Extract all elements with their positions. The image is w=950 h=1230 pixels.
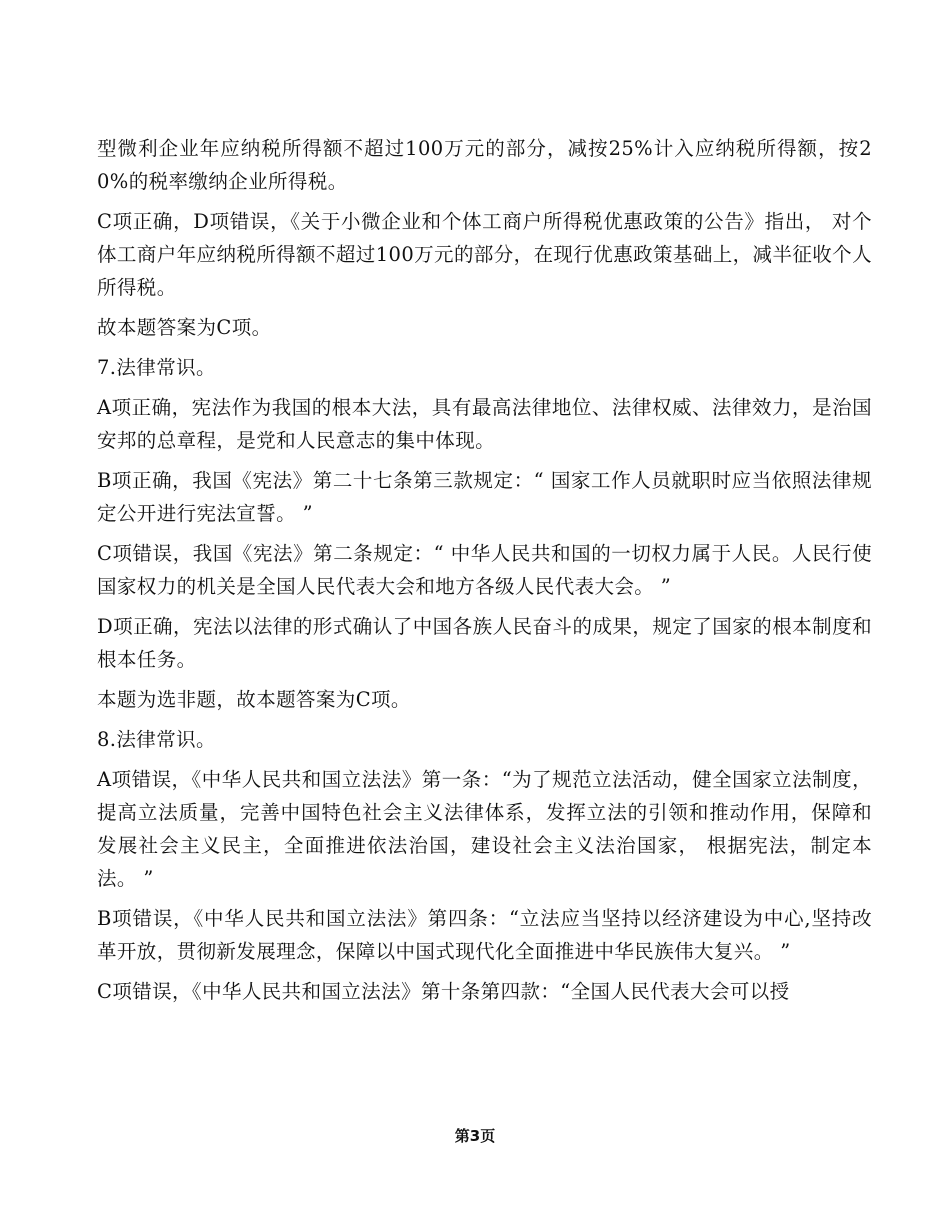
- paragraph-q7-option-d: D项正确，宪法以法律的形式确认了中国各族人民奋斗的成果，规定了国家的根本制度和根本任务。: [97, 615, 872, 671]
- paragraph-q7-option-c: C项错误，我国《宪法》第二条规定：“ 中华人民共和国的一切权力属于人民。人民行使国家权力的机关是全国人民代表大会和地方各级人民代表大会。 ”: [97, 542, 872, 598]
- question-7-heading: 7.法律常识。: [97, 356, 216, 379]
- paragraph-q8-option-a: A项错误，《中华人民共和国立法法》第一条：“为了规范立法活动，健全国家立法制度，提高立法质量，完善中国特色社会主义法律体系，发挥立法的引领和推动作用，保障和发展社会主义民主，全面推进依法治国，建设社会主义法治国家， 根据宪法，制定本法。 ”: [97, 768, 872, 890]
- paragraph-q8-option-b: B项错误，《中华人民共和国立法法》第四条：“立法应当坚持以经济建设为中心,坚持改革开放，贯彻新发展理念，保障以中国式现代化全面推进中华民族伟大复兴。 ”: [97, 907, 872, 963]
- paragraph-q7-option-a: A项正确，宪法作为我国的根本大法，具有最高法律地位、法律权威、法律效力，是治国安邦的总章程，是党和人民意志的集中体现。: [97, 396, 872, 452]
- paragraph-option-c-d-tax: C项正确，D项错误，《关于小微企业和个体工商户所得税优惠政策的公告》指出， 对个体工商户年应纳税所得额不超过100万元的部分，在现行优惠政策基础上，减半征收个人所得税。: [97, 210, 872, 299]
- paragraph-q8-option-c: C项错误，《中华人民共和国立法法》第十条第四款：“全国人民代表大会可以授: [97, 980, 790, 1003]
- paragraph-answer-7: 本题为选非题，故本题答案为C项。: [97, 688, 411, 711]
- paragraph-tax-continuation: 型微利企业年应纳税所得额不超过100万元的部分，减按25%计入应纳税所得额，按20%的税率缴纳企业所得税。: [97, 137, 872, 193]
- paragraph-answer-6: 故本题答案为C项。: [97, 316, 272, 339]
- document-body: [97, 132, 872, 1015]
- question-8-heading: 8.法律常识。: [97, 728, 216, 751]
- page-number: 第3页: [454, 1127, 496, 1145]
- paragraph-q7-option-b: B项正确，我国《宪法》第二十七条第三款规定：“ 国家工作人员就职时应当依照法律规定公开进行宪法宣誓。 ”: [97, 469, 872, 525]
